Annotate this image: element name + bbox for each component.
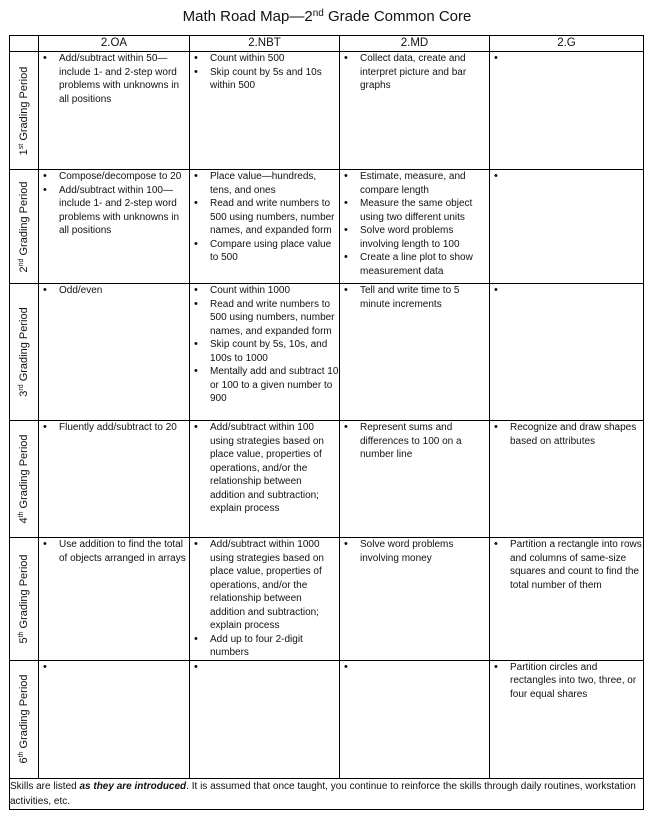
standard-cell bbox=[39, 421, 190, 538]
standard-cell bbox=[190, 421, 340, 538]
skill-list bbox=[490, 52, 643, 65]
empty-bullet bbox=[490, 170, 643, 183]
skill-item: • Add/subtract within 50—include 1- and 2-step word problems with unknowns in all positions bbox=[39, 52, 189, 106]
standard-cell bbox=[190, 538, 340, 661]
footer-lead: Skills are listed bbox=[10, 780, 80, 792]
standard-cell bbox=[39, 170, 190, 284]
empty-bullet bbox=[340, 661, 489, 674]
skill-list bbox=[490, 284, 643, 297]
grading-period-row bbox=[10, 421, 644, 538]
grading-period-row bbox=[10, 538, 644, 661]
skill-item: • Skip count by 5s, 10s, and 100s to 1000 bbox=[190, 338, 339, 365]
period-ordinal: th bbox=[18, 631, 25, 638]
skill-item: • Tell and write time to 5 minute increments bbox=[340, 284, 489, 311]
skill-item: • Add/subtract within 100—include 1- and 2-step word problems with unknowns in all positions bbox=[39, 184, 189, 238]
standard-cell bbox=[190, 284, 340, 421]
standard-cell bbox=[490, 170, 644, 284]
skill-item: • Odd/even bbox=[39, 284, 189, 298]
skill-list bbox=[340, 284, 489, 311]
skill-item: • Skip count by 5s and 10s within 500 bbox=[190, 66, 339, 93]
period-label-text bbox=[18, 674, 30, 763]
skill-list bbox=[340, 170, 489, 278]
period-label-text bbox=[18, 554, 30, 643]
skill-item: • Read and write numbers to 500 using numbers, number names, and expanded form bbox=[190, 197, 339, 238]
column-header: 2.G bbox=[490, 36, 644, 52]
period-text: Grading Period bbox=[18, 554, 30, 632]
skill-list bbox=[39, 538, 189, 565]
skill-item: • Mentally add and subtract 10 or 100 to a given number to 900 bbox=[190, 365, 339, 406]
grading-period-label bbox=[10, 421, 39, 538]
title-rest: Grade Common Core bbox=[323, 8, 472, 25]
page-title bbox=[0, 6, 654, 28]
standard-cell bbox=[39, 538, 190, 661]
skill-item: • Recognize and draw shapes based on attributes bbox=[490, 421, 643, 448]
standard-cell bbox=[490, 538, 644, 661]
footer-emphasis: as they are introduced bbox=[79, 780, 187, 792]
skill-list bbox=[190, 284, 339, 406]
skill-list bbox=[190, 52, 339, 93]
standard-cell bbox=[340, 538, 490, 661]
skill-item: • Count within 1000 bbox=[190, 284, 339, 298]
skill-list bbox=[39, 284, 189, 298]
standard-cell bbox=[39, 660, 190, 778]
skill-item: • Fluently add/subtract to 20 bbox=[39, 421, 189, 435]
title-superscript: nd bbox=[312, 8, 324, 19]
skill-item: • Compose/decompose to 20 bbox=[39, 170, 189, 184]
footer-row bbox=[10, 778, 644, 809]
skill-item: • Estimate, measure, and compare length bbox=[340, 170, 489, 197]
period-text: Grading Period bbox=[18, 434, 30, 512]
period-text: Grading Period bbox=[18, 307, 30, 385]
skill-item: • Measure the same object using two different units bbox=[340, 197, 489, 224]
skill-list bbox=[490, 538, 643, 592]
standard-cell bbox=[340, 170, 490, 284]
skill-item: • Collect data, create and interpret picture and bar graphs bbox=[340, 52, 489, 93]
standard-cell bbox=[340, 52, 490, 170]
period-label-text bbox=[18, 434, 30, 523]
grading-period-label bbox=[10, 52, 39, 170]
empty-bullet bbox=[39, 661, 189, 674]
grading-period-label bbox=[10, 538, 39, 661]
skill-item: • Represent sums and differences to 100 on a number line bbox=[340, 421, 489, 462]
period-number: 1 bbox=[18, 148, 30, 155]
empty-bullet bbox=[490, 284, 643, 297]
period-ordinal: rd bbox=[18, 384, 25, 391]
empty-bullet bbox=[190, 661, 339, 674]
grading-period-label bbox=[10, 284, 39, 421]
standard-cell bbox=[490, 660, 644, 778]
skill-list bbox=[39, 421, 189, 435]
skill-item: • Count within 500 bbox=[190, 52, 339, 66]
skill-list bbox=[490, 170, 643, 183]
skill-list bbox=[39, 661, 189, 674]
corner-cell bbox=[10, 36, 39, 52]
period-label-text bbox=[18, 66, 30, 155]
column-header: 2.MD bbox=[340, 36, 490, 52]
grading-period-row bbox=[10, 170, 644, 284]
skill-list bbox=[340, 661, 489, 674]
skill-item: • Partition a rectangle into rows and columns of same-size squares and count to find the total number of them bbox=[490, 538, 643, 592]
period-label-text bbox=[18, 181, 30, 272]
standard-cell bbox=[490, 284, 644, 421]
grading-period-label bbox=[10, 170, 39, 284]
standard-cell bbox=[490, 52, 644, 170]
road-map-table bbox=[9, 35, 644, 810]
period-number: 2 bbox=[18, 265, 30, 272]
skill-item: • Add/subtract within 100 using strategies based on place value, properties of operations, and/or the relationship between addition and subtraction; explain process bbox=[190, 421, 339, 516]
skill-list bbox=[190, 661, 339, 674]
footer-note bbox=[10, 778, 644, 809]
standard-cell bbox=[190, 52, 340, 170]
title-text: Math Road Map—2 bbox=[182, 8, 313, 25]
skill-item: • Solve word problems involving money bbox=[340, 538, 489, 565]
standard-cell bbox=[340, 284, 490, 421]
standard-cell bbox=[39, 52, 190, 170]
header-row bbox=[10, 36, 644, 52]
grading-period-label bbox=[10, 660, 39, 778]
skill-item: • Add/subtract within 1000 using strategies based on place value, properties of operations, and/or the relationship between addition and subtraction; explain process bbox=[190, 538, 339, 633]
skill-list bbox=[190, 421, 339, 516]
skill-list bbox=[340, 421, 489, 462]
grading-period-row bbox=[10, 660, 644, 778]
standard-cell bbox=[190, 660, 340, 778]
period-text: Grading Period bbox=[18, 181, 30, 259]
skill-item: • Solve word problems involving length to 100 bbox=[340, 224, 489, 251]
skill-item: • Partition circles and rectangles into two, three, or four equal shares bbox=[490, 661, 643, 702]
skill-item: • Place value—hundreds, tens, and ones bbox=[190, 170, 339, 197]
period-ordinal: th bbox=[18, 751, 25, 758]
skill-list bbox=[190, 170, 339, 265]
standard-cell bbox=[340, 660, 490, 778]
skill-item: • Use addition to find the total of objects arranged in arrays bbox=[39, 538, 189, 565]
standard-cell bbox=[490, 421, 644, 538]
period-label-text bbox=[18, 307, 30, 396]
period-text: Grading Period bbox=[18, 674, 30, 752]
grading-period-row bbox=[10, 52, 644, 170]
skill-list bbox=[39, 52, 189, 106]
skill-list bbox=[340, 538, 489, 565]
period-number: 6 bbox=[18, 757, 30, 764]
period-text: Grading Period bbox=[18, 66, 30, 144]
skill-list bbox=[340, 52, 489, 93]
period-number: 5 bbox=[18, 637, 30, 644]
period-number: 4 bbox=[18, 517, 30, 524]
period-ordinal: st bbox=[18, 143, 25, 149]
column-header: 2.OA bbox=[39, 36, 190, 52]
skill-item: • Add up to four 2-digit numbers bbox=[190, 633, 339, 660]
period-ordinal: th bbox=[18, 511, 25, 518]
skill-list bbox=[490, 661, 643, 702]
grading-period-row bbox=[10, 284, 644, 421]
skill-list bbox=[39, 170, 189, 238]
skill-item: • Compare using place value to 500 bbox=[190, 238, 339, 265]
skill-list bbox=[490, 421, 643, 448]
empty-bullet bbox=[490, 52, 643, 65]
skill-list bbox=[190, 538, 339, 660]
skill-item: • Read and write numbers to 500 using numbers, number names, and expanded form bbox=[190, 298, 339, 339]
standard-cell bbox=[39, 284, 190, 421]
period-ordinal: nd bbox=[18, 258, 25, 266]
footer-rest: . It is assumed that once taught, you continue to reinforce the skills through daily routines, workstation activities, etc. bbox=[10, 780, 636, 807]
period-number: 3 bbox=[18, 390, 30, 397]
skill-item: • Create a line plot to show measurement data bbox=[340, 251, 489, 278]
standard-cell bbox=[190, 170, 340, 284]
column-header: 2.NBT bbox=[190, 36, 340, 52]
standard-cell bbox=[340, 421, 490, 538]
